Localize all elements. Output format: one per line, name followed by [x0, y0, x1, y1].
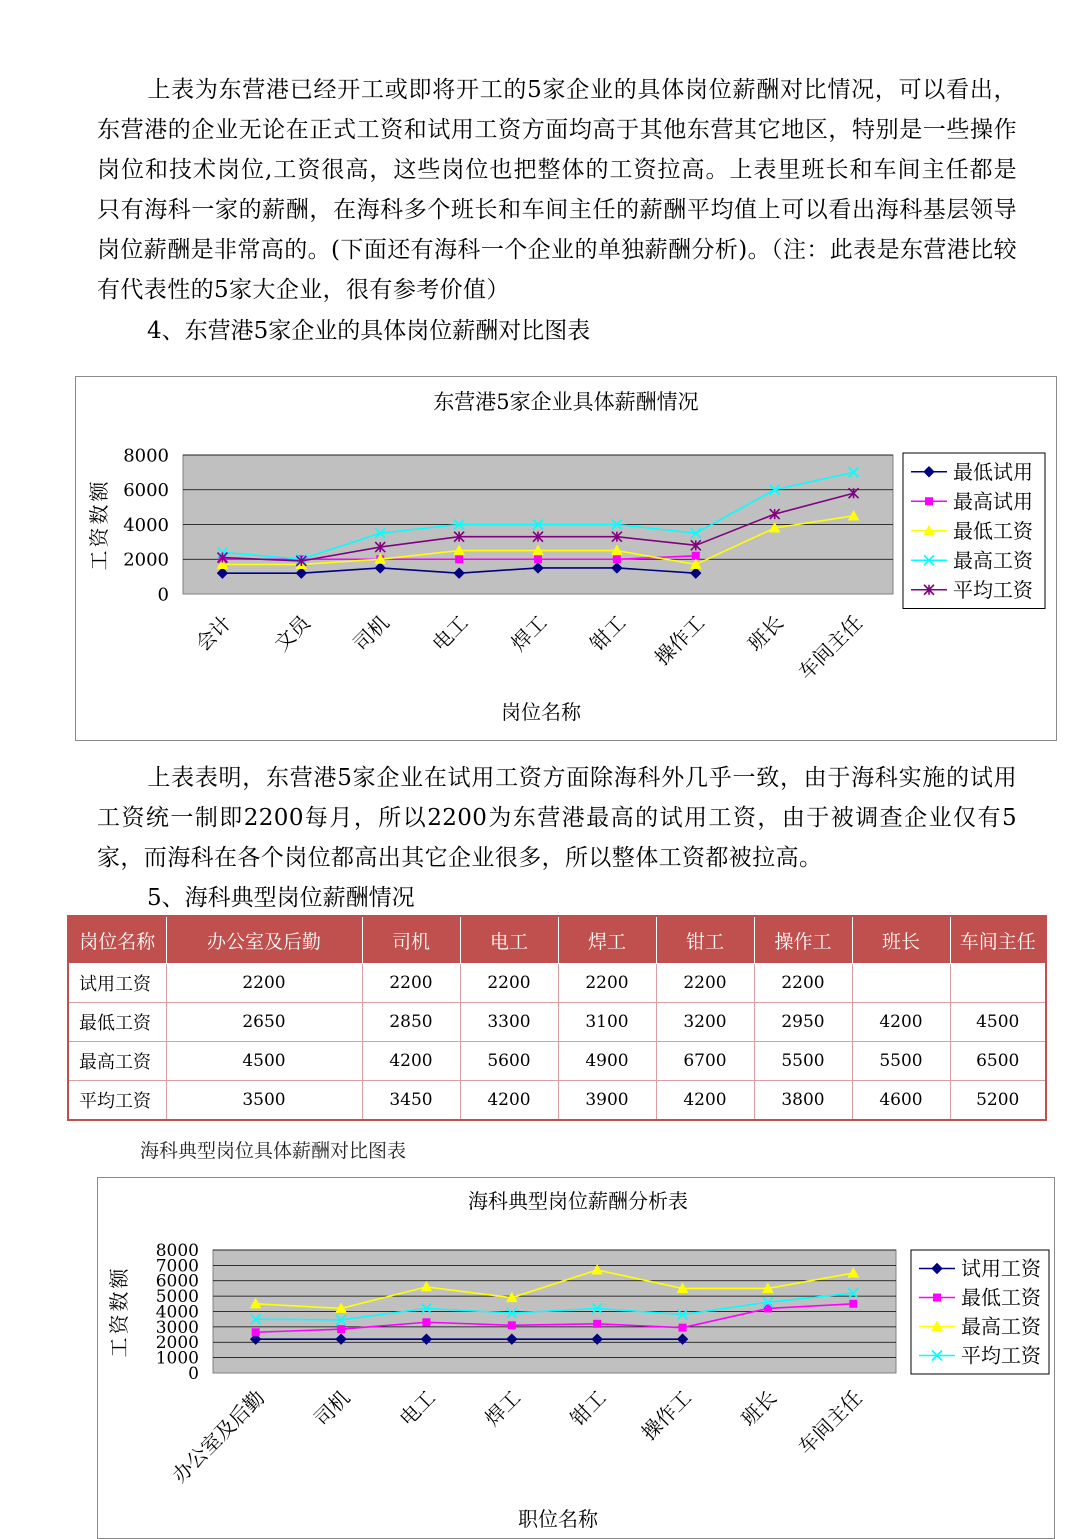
legend-label: 最高试用: [953, 489, 1033, 514]
x-tick-label: 车间主任: [793, 610, 868, 685]
data-point: [252, 1328, 260, 1336]
data-point: [593, 1320, 601, 1328]
x-tick-label: 钳工: [585, 610, 631, 656]
chart-2-svg: [98, 1178, 1054, 1538]
chart-1-svg: [76, 377, 1056, 740]
legend-label: 平均工资: [953, 577, 1033, 602]
table-cell: 4200: [460, 1081, 558, 1121]
table-cell: 2200: [656, 964, 754, 1003]
table-header: 电工: [460, 916, 558, 964]
x-tick-label: 司机: [309, 1385, 355, 1431]
table-cell: 3300: [460, 1003, 558, 1042]
x-tick-label: 电工: [427, 610, 473, 656]
table-header: 办公室及后勤: [166, 916, 362, 964]
table-header: 钳工: [656, 916, 754, 964]
y-tick-label: 1000: [155, 1348, 199, 1369]
x-tick-label: 车间主任: [793, 1385, 867, 1460]
table-cell: 2200: [166, 964, 362, 1003]
y-tick-label: 8000: [155, 1240, 199, 1261]
legend-label: 最高工资: [953, 548, 1033, 573]
row-label: 平均工资: [68, 1081, 166, 1121]
data-point: [679, 1324, 687, 1332]
chart-1: [75, 376, 1057, 741]
intro-paragraph: [97, 70, 1017, 310]
x-axis-label: 职位名称: [518, 1507, 598, 1531]
table-header-row: [68, 916, 1046, 964]
legend-label: 最低工资: [961, 1285, 1041, 1310]
legend-label: 试用工资: [961, 1256, 1041, 1281]
x-tick-label: 电工: [394, 1385, 440, 1431]
y-axis-label: 工资数额: [107, 1265, 131, 1358]
table-cell: 4600: [852, 1081, 950, 1121]
x-tick-label: 操作工: [649, 610, 710, 670]
data-point: [534, 555, 542, 563]
table-cell: 4200: [656, 1081, 754, 1121]
legend-label: 最低试用: [953, 459, 1033, 484]
table-cell: 6500: [950, 1042, 1046, 1081]
y-tick-label: 7000: [155, 1256, 199, 1277]
table-cell: 5500: [852, 1042, 950, 1081]
analysis-paragraph-text: 上表表明，东营港5家企业在试用工资方面除海科外几乎一致，由于海科实施的试用工资统一制即2200每月，所以2200为东营港最高的试用工资，由于被调查企业仅有5家，而海科在各个岗位都高出其它企业很多，所以整体工资都被拉高。: [97, 765, 1017, 871]
table-row: [68, 1081, 1046, 1121]
table-header: 班长: [852, 916, 950, 964]
x-axis-label: 岗位名称: [501, 700, 581, 724]
legend-label: 平均工资: [961, 1343, 1041, 1368]
x-tick-label: 会计: [190, 610, 236, 656]
legend-label: 最低工资: [953, 518, 1033, 543]
legend-marker: [933, 1294, 941, 1302]
y-tick-label: 6000: [123, 480, 169, 502]
table-cell: 4200: [362, 1042, 460, 1081]
data-point: [455, 555, 463, 563]
table-cell: 6700: [656, 1042, 754, 1081]
data-point: [422, 1318, 430, 1326]
y-tick-label: 5000: [155, 1287, 199, 1308]
table-cell: 5200: [950, 1081, 1046, 1121]
y-tick-label: 2000: [123, 549, 169, 571]
table-cell: 2200: [362, 964, 460, 1003]
y-tick-label: 4000: [155, 1302, 199, 1323]
table-row: [68, 1003, 1046, 1042]
table-header: 车间主任: [950, 916, 1046, 964]
x-tick-label: 焊工: [506, 610, 552, 656]
y-tick-label: 4000: [123, 514, 169, 536]
table-cell: 2200: [558, 964, 656, 1003]
legend-label: 最高工资: [961, 1314, 1041, 1339]
x-tick-label: 班长: [742, 610, 789, 656]
row-label: 最高工资: [68, 1042, 166, 1081]
chart-2: [97, 1177, 1055, 1539]
table-cell: 5600: [460, 1042, 558, 1081]
y-tick-label: 0: [157, 584, 169, 606]
intro-paragraph-text: 上表为东营港已经开工或即将开工的5家企业的具体岗位薪酬对比情况，可以看出，东营港的企业无论在正式工资和试用工资方面均高于其他东营其它地区，特别是一些操作岗位和技术岗位,工资很高，这些岗位也把整体的工资拉高。上表里班长和车间主任都是只有海科一家的薪酬，在海科多个班长和车间主任的薪酬平均值上可以看出海科基层领导岗位薪酬是非常高的。(下面还有海科一个企业的单独薪酬分析)。（注：此表是东营港比较有代表性的5家大企业，很有参考价值）: [97, 77, 1017, 303]
table-cell: 3500: [166, 1081, 362, 1121]
y-axis-label: 工资数额: [87, 478, 111, 571]
table-cell: 3450: [362, 1081, 460, 1121]
row-label: 试用工资: [68, 964, 166, 1003]
y-tick-label: 3000: [155, 1317, 199, 1338]
table-cell: 2850: [362, 1003, 460, 1042]
table-cell: 3200: [656, 1003, 754, 1042]
salary-table: [67, 915, 1047, 1121]
table-header: 司机: [362, 916, 460, 964]
legend-marker: [925, 497, 933, 505]
table-header: 岗位名称: [68, 916, 166, 964]
section-heading-5: 5、海科典型岗位薪酬情况: [147, 885, 415, 911]
table-cell: 2950: [754, 1003, 852, 1042]
table-cell: 3900: [558, 1081, 656, 1121]
table-cell: 4500: [166, 1042, 362, 1081]
y-tick-label: 0: [188, 1363, 199, 1384]
table-cell: 4200: [852, 1003, 950, 1042]
table-cell: 4500: [950, 1003, 1046, 1042]
section-heading-4: 4、东营港5家企业的具体岗位薪酬对比图表: [147, 318, 591, 344]
analysis-paragraph: [97, 758, 1017, 878]
table-cell: [950, 964, 1046, 1003]
x-tick-label: 班长: [736, 1385, 782, 1431]
x-tick-label: 文员: [269, 610, 315, 656]
x-tick-label: 钳工: [565, 1385, 611, 1431]
table-cell: 2650: [166, 1003, 362, 1042]
x-tick-label: 司机: [348, 610, 394, 656]
chart-title: 东营港5家企业具体薪酬情况: [433, 390, 699, 414]
data-point: [849, 1300, 857, 1308]
y-tick-label: 2000: [155, 1333, 199, 1354]
x-tick-label: 操作工: [636, 1385, 697, 1445]
data-point: [337, 1325, 345, 1333]
data-point: [508, 1321, 516, 1329]
x-tick-label: 焊工: [480, 1385, 526, 1431]
table-cell: 3800: [754, 1081, 852, 1121]
x-tick-label: 办公室及后勤: [167, 1385, 270, 1488]
table-header: 焊工: [558, 916, 656, 964]
table-cell: 4900: [558, 1042, 656, 1081]
table-header: 操作工: [754, 916, 852, 964]
table-cell: 2200: [460, 964, 558, 1003]
y-tick-label: 6000: [155, 1271, 199, 1292]
chart-title: 海科典型岗位薪酬分析表: [468, 1189, 688, 1213]
y-tick-label: 8000: [123, 445, 169, 467]
chart-2-caption: 海科典型岗位具体薪酬对比图表: [140, 1140, 407, 1162]
table-cell: 3100: [558, 1003, 656, 1042]
table-cell: 5500: [754, 1042, 852, 1081]
table-cell: 2200: [754, 964, 852, 1003]
table-cell: [852, 964, 950, 1003]
table-row: [68, 1042, 1046, 1081]
row-label: 最低工资: [68, 1003, 166, 1042]
data-point: [613, 555, 621, 563]
table-row: [68, 964, 1046, 1003]
